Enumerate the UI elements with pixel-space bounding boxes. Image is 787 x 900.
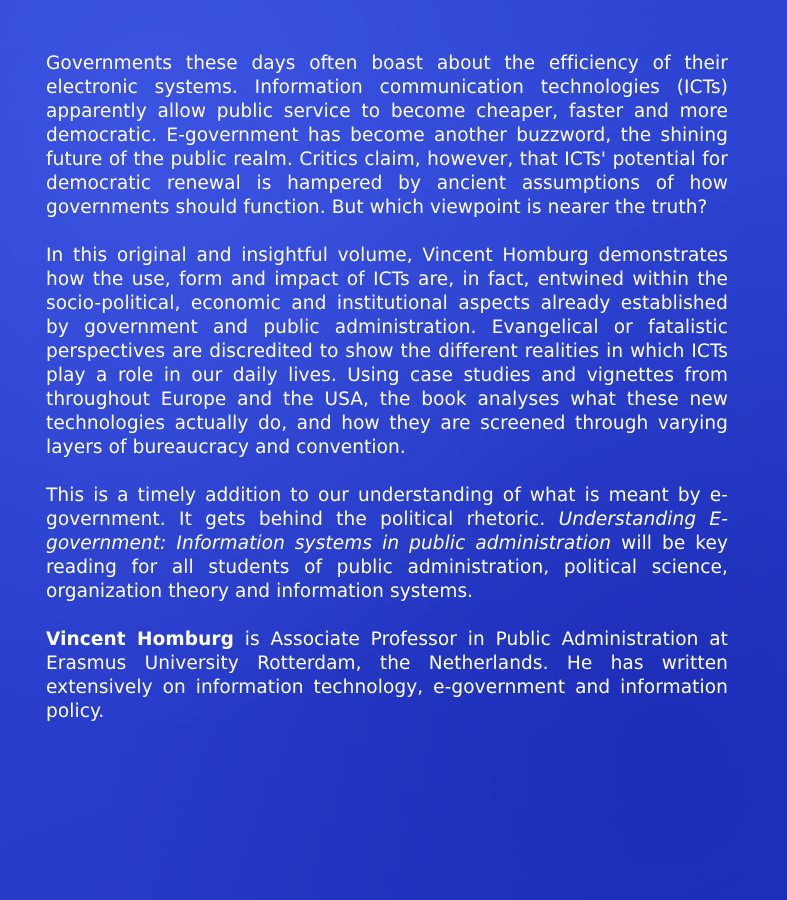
book-title: Understanding E-government: Information systems in public administration bbox=[46, 509, 728, 554]
blurb-text bbox=[46, 52, 728, 748]
author-bio bbox=[46, 628, 728, 724]
blurb-paragraph-1: Governments these days often boast about the efficiency of their electronic systems. Information communication technologies (ICTs) apparently allow public service to become cheaper, faster and more democratic. E-government has become another buzzword, the shining future of the public realm. Critics claim, however, that ICTs' potential for democratic renewal is hampered by ancient assumptions of how governments should function. But which viewpoint is nearer the truth? bbox=[46, 53, 728, 218]
blurb-paragraph-3 bbox=[46, 484, 728, 604]
paragraph-3-intro: This is a timely addition to our understanding of what is meant by e-government. It gets behind the political rhetoric. bbox=[46, 485, 728, 530]
author-name: Vincent Homburg bbox=[46, 629, 234, 650]
blurb-paragraph-2: In this original and insightful volume, Vincent Homburg demonstrates how the use, form and impact of ICTs are, in fact, entwined within the socio-political, economic and institutional aspects already established by government and public administration. Evangelical or fatalistic perspectives are discredited to show the different realities in which ICTs play a role in our daily lives. Using case studies and vignettes from throughout Europe and the USA, the book analyses what these new technologies actually do, and how they are screened through varying layers of bureaucracy and convention. bbox=[46, 245, 728, 458]
paragraph-3-outro: will be key reading for all students of public administration, political science, organization theory and information systems. bbox=[46, 533, 728, 602]
author-bio-text: is Associate Professor in Public Administration at Erasmus University Rotterdam, the Netherlands. He has written extensively on information technology, e-government and information policy. bbox=[46, 629, 728, 722]
